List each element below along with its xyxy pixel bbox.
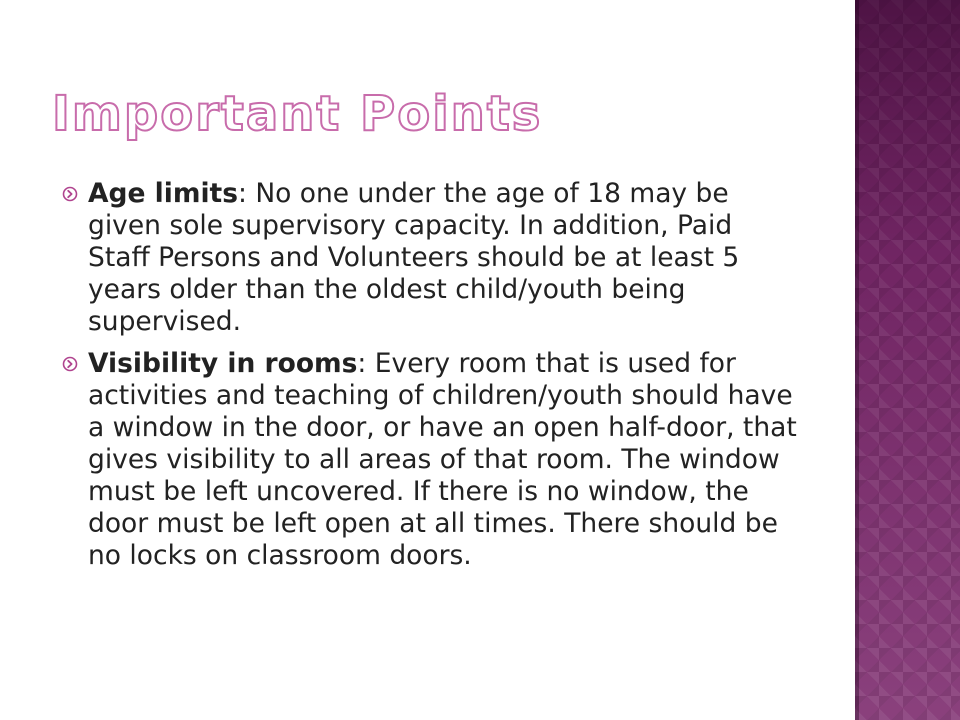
circled-arrow-icon — [62, 186, 78, 202]
decorative-side-panel — [855, 0, 960, 720]
bullet-term: Visibility in rooms — [88, 348, 358, 379]
circled-arrow-icon — [62, 356, 78, 372]
bullet-list — [62, 178, 802, 582]
slide-title: Important Points — [52, 86, 543, 142]
bullet-text: : No one under the age of 18 may be given sole supervisory capacity. In addition, Paid Staff Persons and Volunteers should be at least 5 years older than the oldest child/youth being supervised. — [88, 178, 740, 337]
bullet-age-limits — [62, 178, 802, 338]
bullet-text: : Every room that is used for activities and teaching of children/youth should have a window in the door, or have an open half-door, that gives visibility to all areas of that room. The window must be left uncovered. If there is no window, the door must be left open at all times. There should be no locks on classroom doors. — [88, 348, 797, 571]
bullet-term: Age limits — [88, 178, 238, 209]
bullet-visibility-in-rooms — [62, 348, 802, 572]
